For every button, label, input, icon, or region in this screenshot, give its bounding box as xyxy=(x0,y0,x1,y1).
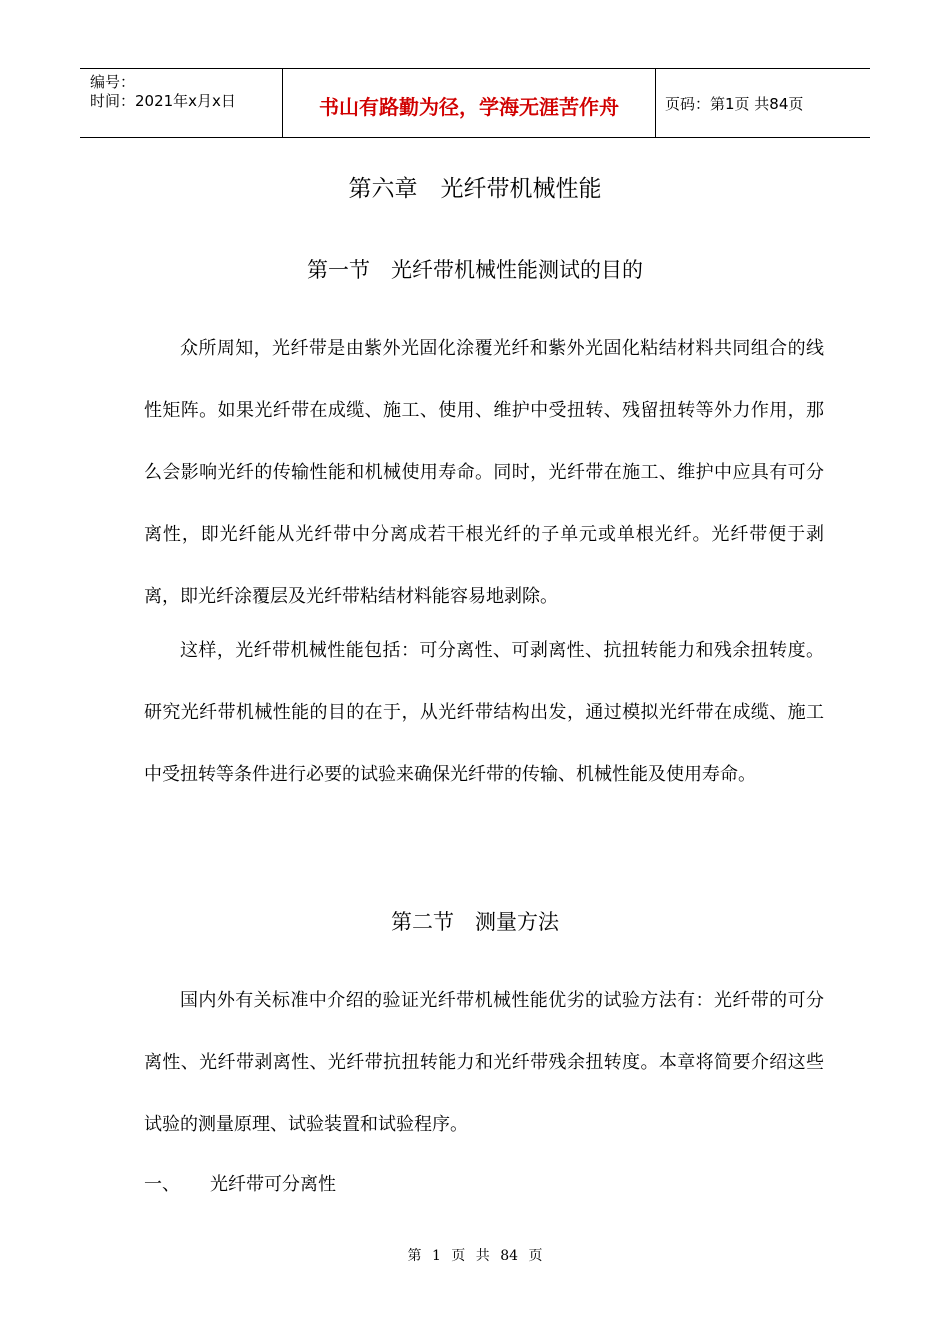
section-1-paragraph-1: 众所周知，光纤带是由紫外光固化涂覆光纤和紫外光固化粘结材料共同组合的线性矩阵。如果光纤带在成缆、施工、使用、维护中受扭转、残留扭转等外力作用，那么会影响光纤的传输性能和机械使用寿命。同时，光纤带在施工、维护中应具有可分离性，即光纤能从光纤带中分离成若干根光纤的子单元或单根光纤。光纤带便于剥离，即光纤涂覆层及光纤带粘结材料能容易地剥除。 xyxy=(144,338,824,607)
list-item-title: 光纤带可分离性 xyxy=(210,1174,336,1195)
list-item-number: 一、 xyxy=(144,1174,180,1195)
section-2-paragraph-1: 国内外有关标准中介绍的验证光纤带机械性能优劣的试验方法有：光纤带的可分离性、光纤带剥离性、光纤带抗扭转能力和光纤带残余扭转度。本章将简要介绍这些试验的测量原理、试验装置和试验程序。 xyxy=(144,990,824,1135)
chapter-title: 第六章 光纤带机械性能 xyxy=(348,176,602,202)
header-motto-cell xyxy=(282,69,656,137)
document-time-label: 时间：2021年x月x日 xyxy=(90,92,236,110)
header-motto: 书山有路勤为径，学海无涯苦作舟 xyxy=(319,95,619,119)
section-1-paragraph-2: 这样，光纤带机械性能包括：可分离性、可剥离性、抗扭转能力和残余扭转度。研究光纤带机械性能的目的在于，从光纤带结构出发，通过模拟光纤带在成缆、施工中受扭转等条件进行必要的试验来确保光纤带的传输、机械性能及使用寿命。 xyxy=(144,640,824,785)
page-footer: 第 1 页 共 84 页 xyxy=(407,1248,543,1264)
header-page-info: 页码：第1页 共84页 xyxy=(665,95,804,113)
document-header xyxy=(80,68,870,138)
list-item-heading xyxy=(144,1170,336,1196)
section-2-title: 第二节 测量方法 xyxy=(391,910,559,934)
document-number-label: 编号： xyxy=(90,73,136,91)
section-1-title: 第一节 光纤带机械性能测试的目的 xyxy=(307,258,643,282)
header-page-cell xyxy=(655,69,870,137)
header-meta-cell xyxy=(80,69,282,137)
